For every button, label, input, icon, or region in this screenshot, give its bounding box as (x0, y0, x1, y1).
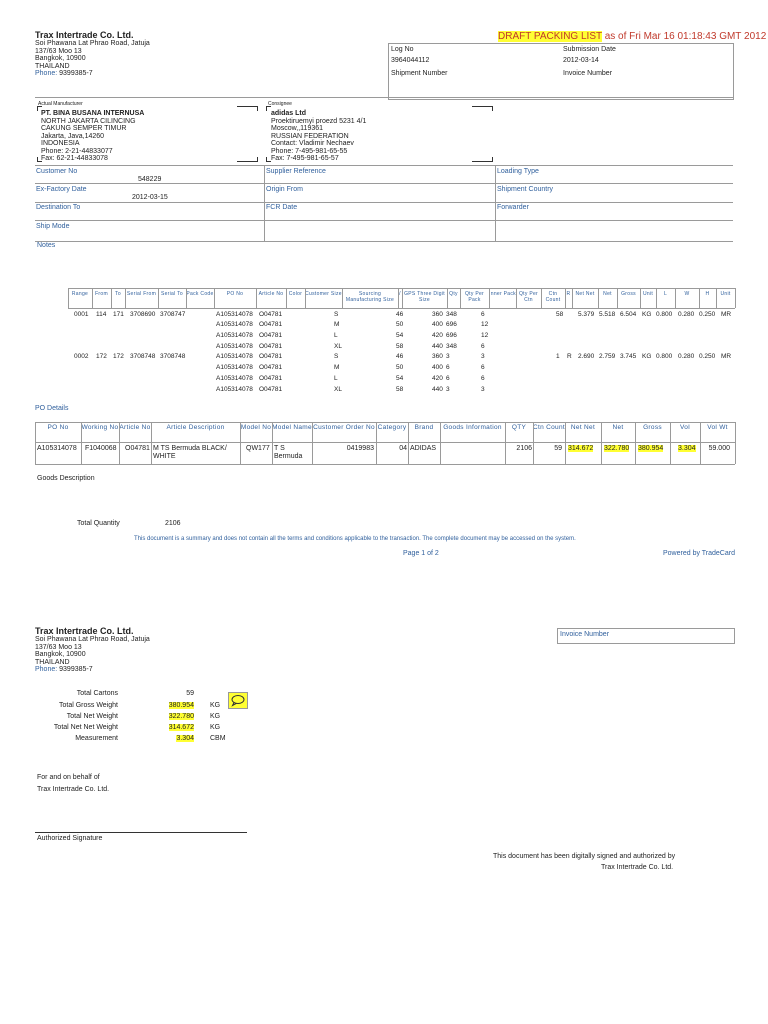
manufacturer-line: NORTH JAKARTA CILINCING (41, 117, 136, 125)
range-cell-size: M (334, 364, 340, 371)
manufacturer-line: Fax: 62-21-44833078 (41, 155, 108, 162)
range-cell-sourcing: 46 (396, 353, 404, 360)
range-header-cell: R (566, 291, 571, 297)
range-cell-size: L (334, 332, 338, 339)
submission-date-label: Submission Date (563, 46, 616, 53)
consignee-line: Fax: 7-495-981-65-57 (271, 155, 339, 162)
range-cell-size: XL (334, 343, 342, 350)
po-row-customer-order: 0419983 (346, 445, 374, 452)
range-cell-unit2: MR (721, 311, 732, 318)
po-row-net-net: 314.672 (568, 445, 594, 452)
range-cell-article: O04781 (259, 311, 283, 318)
po-header-cell: Customer Order No (313, 424, 375, 431)
company-address-line: THAILAND (35, 62, 70, 70)
shipment-country-label: Shipment Country (497, 186, 554, 193)
origin-from-label: Origin From (266, 186, 303, 193)
range-cell-size: L (334, 375, 338, 382)
total-value: 380.954 (168, 702, 194, 709)
page2-company-address-line: 137/63 Moo 13 (35, 643, 82, 651)
range-cell-qpp: 12 (481, 332, 489, 339)
po-header-cell: Net (612, 424, 624, 431)
range-cell-article: O04781 (259, 364, 283, 371)
page2-invoice-label: Invoice Number (560, 631, 610, 638)
po-header-cell: Gross (643, 424, 662, 431)
range-cell-gps: 420 (432, 375, 443, 382)
total-quantity-value: 2106 (165, 520, 181, 527)
range-header-cell: Qty (449, 291, 458, 297)
range-cell-qpp: 6 (481, 364, 485, 371)
po-header-cell: Ctn Count (533, 424, 565, 431)
po-row-brand: ADIDAS (410, 445, 437, 452)
range-cell-qty: 6 (446, 375, 450, 382)
loading-type-label: Loading Type (497, 168, 539, 175)
range-header-cell: PO No (226, 291, 244, 297)
range-cell-size: XL (334, 386, 342, 393)
range-cell-article: O04781 (259, 375, 283, 382)
range-table-row (0, 310, 768, 320)
range-header-cell: Sourcing Manufacturing Size (345, 291, 395, 303)
company-name: Trax Intertrade Co. Ltd. (35, 30, 134, 40)
range-header-cell: Gross (621, 291, 636, 297)
range-header-cell: Range (71, 291, 89, 297)
range-cell-netnet: 2.690 (578, 353, 595, 360)
page-number: Page 1 of 2 (403, 550, 439, 557)
po-header-cell: Article No (119, 424, 151, 431)
consignee-line: Moscow,,119361 (271, 125, 324, 132)
range-cell-w: 0.280 (678, 353, 695, 360)
range-cell-unit: KG (642, 311, 652, 318)
range-cell-sourcing: 58 (396, 343, 404, 350)
total-label: Total Gross Weight (58, 702, 118, 709)
powered-by: Powered by TradeCard (663, 550, 735, 557)
po-header-cell: Vol (680, 424, 690, 431)
range-cell-po: A105314078 (216, 311, 253, 318)
total-label: Total Net Weight (66, 713, 118, 720)
page2-company-address-line: THAILAND (35, 658, 70, 666)
manufacturer-line: Jakarta, Java,14260 (41, 132, 105, 140)
behalf-line-2: Trax Intertrade Co. Ltd. (37, 786, 110, 793)
total-value: 3.304 (176, 735, 194, 742)
po-row-article-no: O04781 (125, 445, 150, 452)
range-header-cell: Unit (720, 291, 731, 297)
po-header-cell: PO No (47, 424, 69, 431)
fcr-date-label: FCR Date (266, 204, 298, 211)
po-header-cell: Model No (240, 424, 272, 431)
range-cell-r: R (567, 353, 572, 360)
range-cell-sourcing: 54 (396, 375, 404, 382)
range-cell-qty: 696 (446, 321, 457, 328)
po-header-cell: Net Net (570, 424, 596, 431)
po-row-qty: 2106 (516, 445, 532, 452)
total-unit: CBM (210, 735, 226, 742)
range-cell-serial-to: 3708747 (160, 311, 186, 318)
range-cell-l: 0.800 (656, 311, 673, 318)
range-cell-qpp: 3 (481, 353, 485, 360)
consignee-label: Consignee (268, 101, 292, 107)
po-row-vol: 3.304 (678, 445, 696, 452)
range-cell-qty: 6 (446, 364, 450, 371)
range-cell-unit: KG (642, 353, 652, 360)
po-row-description: M TS Bermuda BLACK/ WHITE (153, 445, 227, 460)
supplier-reference-label: Supplier Reference (266, 168, 326, 175)
range-cell-sourcing: 46 (396, 311, 404, 318)
page2-company-address-line: Bangkok, 10900 (35, 651, 86, 658)
range-cell-from: 172 (96, 353, 107, 360)
range-cell-po: A105314078 (216, 353, 253, 360)
phone-label: Phone: (35, 70, 58, 77)
range-cell-h: 0.250 (699, 311, 716, 318)
range-header-cell: / (399, 291, 401, 297)
range-header-cell: Net Net (575, 291, 595, 297)
range-table-row (0, 374, 768, 384)
company-block (35, 30, 150, 78)
total-value: 322.780 (168, 713, 194, 720)
range-cell-po: A105314078 (216, 343, 253, 350)
range-cell-sourcing: 50 (396, 364, 404, 371)
range-cell-net: 5.518 (599, 311, 616, 318)
po-header-cell: Article Description (166, 424, 225, 431)
digital-note-line-2: Trax Intertrade Co. Ltd. (601, 864, 674, 871)
range-table-row (0, 352, 768, 362)
manufacturer-label: Actual Manufacturer (38, 101, 83, 107)
range-table-row (0, 385, 768, 395)
range-cell-w: 0.280 (678, 311, 695, 318)
range-cell-qty: 696 (446, 332, 457, 339)
range-cell-sourcing: 54 (396, 332, 404, 339)
range-header-cell: GPS Three Digit Size (404, 291, 445, 303)
range-cell-gps: 400 (432, 364, 443, 371)
range-header-cell: Serial From (126, 291, 157, 297)
range-header-cell: Inner Pack (489, 291, 516, 297)
invoice-number-label: Invoice Number (563, 70, 613, 77)
manufacturer-address (41, 110, 144, 163)
total-label: Measurement (75, 735, 118, 742)
range-cell-po: A105314078 (216, 321, 253, 328)
range-cell-serial-from: 3708748 (130, 353, 156, 360)
range-header-cell: From (95, 291, 108, 297)
range-cell-gps: 360 (432, 353, 443, 360)
range-cell-serial-from: 3708690 (130, 311, 156, 318)
po-row-vol-wt: 59.000 (708, 445, 730, 452)
total-unit: KG (210, 702, 221, 709)
document-banner (498, 31, 766, 42)
range-cell-ctn: 58 (556, 311, 564, 318)
range-header-cell: Ctn Count (545, 291, 561, 303)
range-cell-article: O04781 (259, 343, 283, 350)
draft-packing-list-label: DRAFT PACKING LIST (498, 31, 602, 42)
ex-factory-date-label: Ex-Factory Date (36, 186, 87, 193)
range-table-row (0, 331, 768, 341)
range-cell-po: A105314078 (216, 364, 253, 371)
manufacturer-line: CAKUNG SEMPER TIMUR (41, 125, 127, 132)
range-cell-gps: 440 (432, 386, 443, 393)
range-cell-article: O04781 (259, 353, 283, 360)
submission-date-value: 2012-03-14 (563, 57, 599, 64)
po-header-cell: QTY (511, 424, 527, 431)
range-table-row (0, 320, 768, 330)
range-header-cell: Article No (258, 291, 284, 297)
consignee-line: Proektiruemyi proezd 5231 4/1 (271, 117, 367, 125)
range-header-cell: W (684, 291, 690, 297)
po-header-cell: Vol Wt (707, 424, 728, 431)
customer-no-label: Customer No (36, 168, 78, 175)
range-table-row (0, 342, 768, 352)
consignee-line: Contact: Vladimir Nechaev (271, 140, 354, 147)
range-cell-size: S (334, 353, 339, 360)
po-row-model-no: QW177 (246, 445, 270, 452)
total-label: Total Cartons (76, 690, 118, 697)
po-row-ctn-count: 59 (554, 445, 562, 452)
manufacturer-line: Phone: 2-21-44833077 (41, 147, 113, 155)
consignee-name: adidas Ltd (271, 110, 307, 117)
range-header-cell: L (663, 291, 668, 297)
behalf-line-1: For and on behalf of (37, 774, 100, 781)
destination-to-label: Destination To (36, 204, 81, 211)
po-details-title: PO Details (35, 405, 69, 412)
range-cell-po: A105314078 (216, 332, 253, 339)
range-header-cell: H (705, 291, 710, 297)
range-header-cell: Serial To (160, 291, 184, 297)
forwarder-label: Forwarder (497, 204, 529, 211)
total-label: Total Net Net Weight (53, 724, 118, 731)
range-table-row (0, 363, 768, 373)
range-header-cell: Color (288, 291, 303, 297)
range-cell-h: 0.250 (699, 353, 716, 360)
po-header-cell: Brand (414, 424, 434, 431)
range-cell-netnet: 5.379 (578, 311, 595, 318)
po-row-net: 322.780 (604, 445, 630, 452)
ex-factory-date-value: 2012-03-15 (132, 194, 168, 201)
range-header-cell: Unit (642, 291, 654, 297)
range-cell-size: S (334, 311, 339, 318)
range-cell-qty: 3 (446, 353, 450, 360)
notes-label: Notes (37, 242, 56, 249)
ship-mode-label: Ship Mode (36, 223, 70, 230)
range-header-cell: Net (603, 291, 612, 297)
range-cell-from: 114 (96, 311, 107, 318)
customer-no-value: 548229 (138, 176, 162, 183)
po-row-working-no: F1040068 (85, 445, 117, 452)
range-header-cell: Qty Per Pack (464, 291, 485, 303)
range-cell-unit2: MR (721, 353, 732, 360)
range-cell-qpp: 6 (481, 343, 485, 350)
range-cell-article: O04781 (259, 386, 283, 393)
company-address-line: 137/63 Moo 13 (35, 47, 82, 55)
po-row-po-no: A105314078 (37, 445, 77, 452)
total-unit: KG (210, 724, 221, 731)
page2-invoice-box (557, 628, 735, 644)
banner-date: as of Fri Mar 16 01:18:43 GMT 2012 (601, 31, 767, 42)
range-cell-gps: 420 (432, 332, 443, 339)
range-cell-qty: 3 (446, 386, 450, 393)
range-cell-sourcing: 50 (396, 321, 404, 328)
page2-company-block (35, 626, 150, 674)
company-phone: 9399385-7 (59, 70, 93, 77)
range-cell-ctn: 1 (556, 353, 560, 360)
range-cell-qpp: 3 (481, 386, 485, 393)
po-header-cell: Goods Information (443, 424, 502, 431)
range-cell-qty: 348 (446, 311, 457, 318)
digital-note-line-1: This document has been digitally signed and authorized by (493, 853, 676, 860)
total-quantity-label: Total Quantity (77, 520, 120, 527)
range-cell-serial-to: 3708748 (160, 353, 186, 360)
range-cell-qpp: 6 (481, 311, 485, 318)
goods-description-label: Goods Description (37, 475, 95, 482)
range-header-cell: Customer Size (305, 291, 342, 297)
range-cell-l: 0.800 (656, 353, 673, 360)
log-no-label: Log No (391, 46, 414, 53)
company-address-line: Bangkok, 10900 (35, 55, 86, 62)
range-header-cell: Pack Code (186, 291, 214, 297)
range-cell-qty: 348 (446, 343, 457, 350)
range-cell-qpp: 12 (481, 321, 489, 328)
range-cell-po: A105314078 (216, 386, 253, 393)
log-no-value: 3964044112 (391, 57, 430, 64)
shipment-number-label: Shipment Number (391, 70, 448, 77)
range-cell-range: 0001 (74, 311, 89, 318)
page2-company-name: Trax Intertrade Co. Ltd. (35, 626, 134, 636)
range-cell-gps: 400 (432, 321, 443, 328)
range-cell-net: 2.759 (599, 353, 616, 360)
po-header-cell: Category (377, 424, 407, 431)
disclaimer-text: This document is a summary and does not contain all the terms and conditions applicable to the transaction. The complete document may be accessed on the system. (134, 536, 576, 542)
consignee-address (271, 110, 366, 163)
range-cell-gross: 6.504 (620, 311, 637, 318)
range-cell-article: O04781 (259, 332, 283, 339)
range-cell-sourcing: 58 (396, 386, 404, 393)
range-header-cell: Qty Per Ctn (518, 291, 539, 303)
range-cell-range: 0002 (74, 353, 89, 360)
range-cell-to: 172 (113, 353, 124, 360)
manufacturer-name: PT. BINA BUSANA INTERNUSA (41, 110, 145, 117)
po-header-cell: Working No (81, 424, 119, 431)
range-cell-gps: 360 (432, 311, 443, 318)
range-cell-qpp: 6 (481, 375, 485, 382)
range-header-cell: To (115, 291, 121, 297)
range-cell-gross: 3.745 (620, 353, 637, 360)
company-address-line: Soi Phawana Lat Phrao Road, Jatuja (35, 40, 150, 47)
manufacturer-line: INDONESIA (41, 140, 80, 147)
total-value: 59 (186, 690, 194, 697)
total-value: 314.672 (168, 724, 194, 731)
range-cell-gps: 440 (432, 343, 443, 350)
po-row-category: 04 (399, 445, 407, 452)
page2-phone-label: Phone: (35, 666, 58, 673)
range-cell-size: M (334, 321, 340, 328)
comment-icon[interactable] (228, 692, 248, 709)
po-row-model-name: T S Bermuda (274, 445, 303, 460)
po-header-cell: Model Name (272, 424, 312, 431)
po-row-gross: 380.954 (638, 445, 664, 452)
range-cell-article: O04781 (259, 321, 283, 328)
page2-company-address-line: Soi Phawana Lat Phrao Road, Jatuja (35, 636, 150, 643)
total-unit: KG (210, 713, 221, 720)
consignee-line: Phone: 7-495-981-65-55 (271, 147, 348, 155)
range-cell-to: 171 (113, 311, 124, 318)
authorized-signature-label: Authorized Signature (37, 835, 103, 842)
page2-company-phone: 9399385-7 (59, 666, 93, 673)
range-cell-po: A105314078 (216, 375, 253, 382)
consignee-line: RUSSIAN FEDERATION (271, 132, 349, 140)
